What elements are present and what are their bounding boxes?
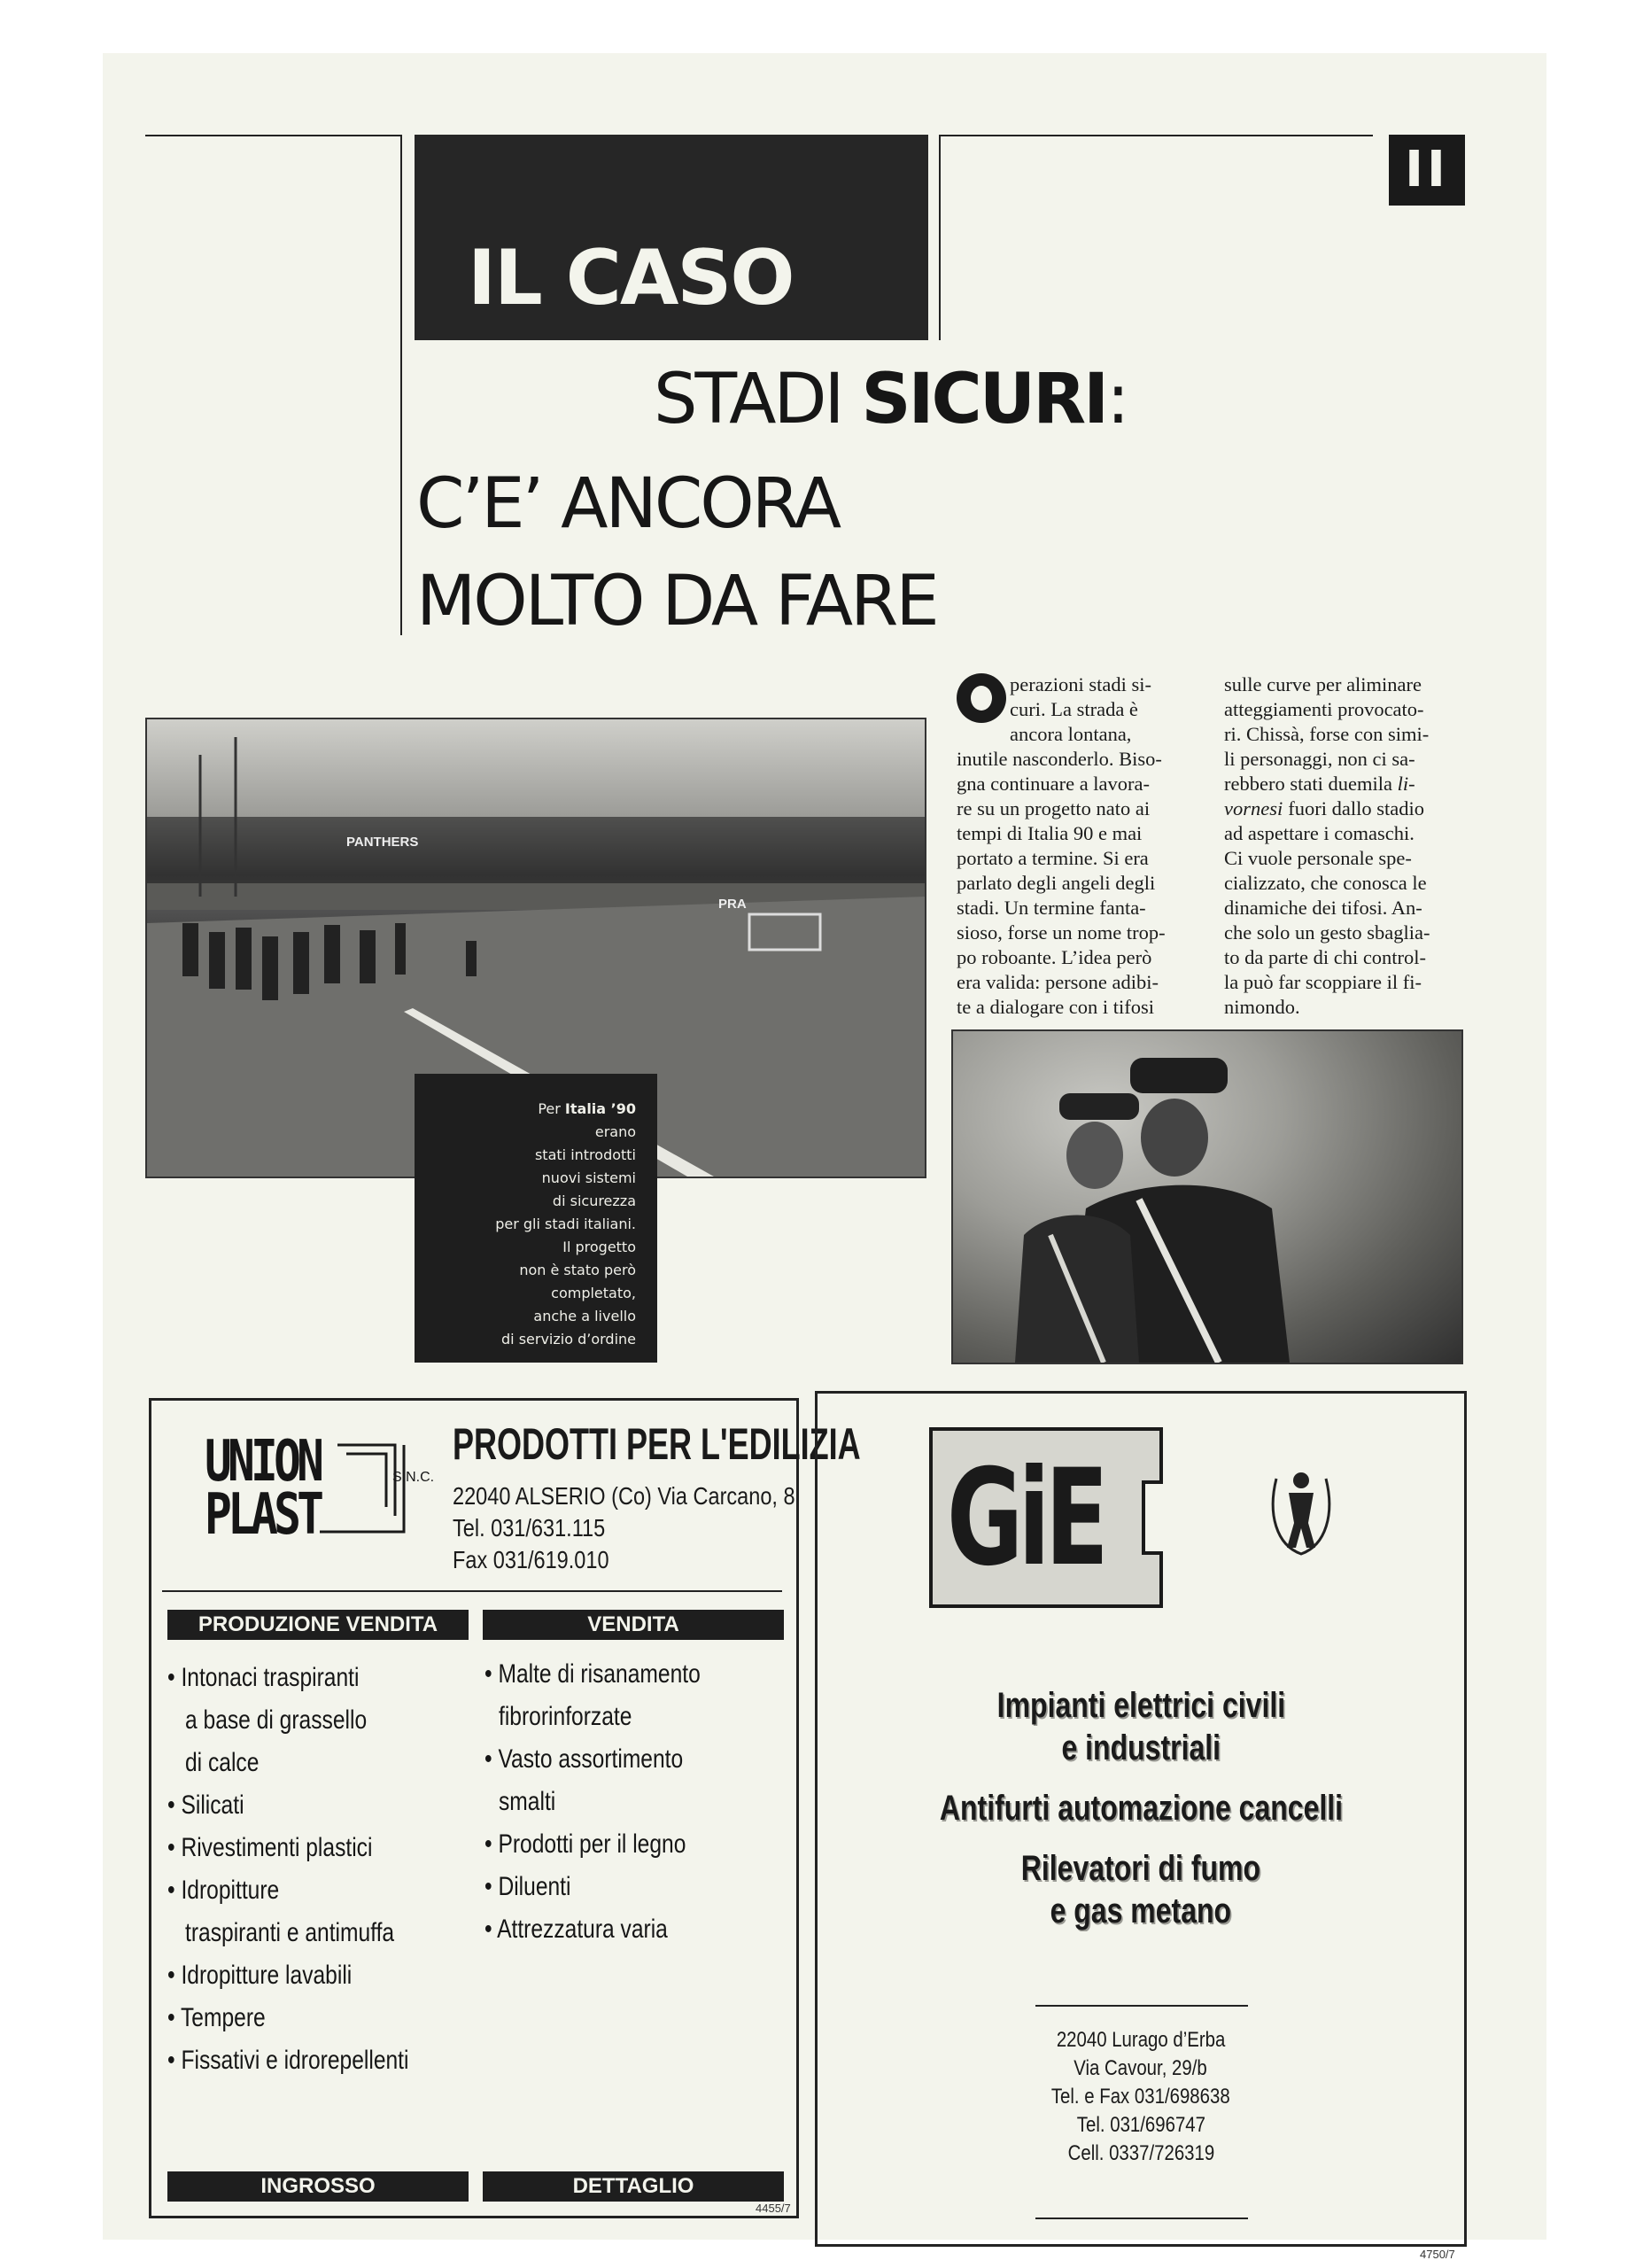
union-title: PRODOTTI PER L'EDILIZIA: [453, 1419, 861, 1469]
union-right-item-text: smalti: [499, 1787, 556, 1816]
article-line-text: atteggiamenti provocato-: [1224, 698, 1424, 720]
article-line: [1224, 874, 1427, 894]
gie-logo-text: GiE: [947, 1441, 1105, 1596]
article-line: [1224, 750, 1415, 770]
gie-address-line: [818, 2141, 1464, 2166]
union-right-item-text: • Vasto assortimento: [484, 1744, 684, 1774]
gie-address-line-text: Tel. 031/696747: [1076, 2113, 1205, 2137]
article-line-text: sulle curve per aliminare: [1224, 673, 1422, 695]
band-ingrosso: INGROSSO: [167, 2171, 469, 2202]
union-address: 22040 ALSERIO (Co) Via Carcano, 8: [453, 1482, 795, 1510]
gie-address-line-text: Via Cavour, 29/b: [1074, 2056, 1208, 2080]
article-line: [1224, 675, 1422, 695]
caption-line: erano: [594, 1123, 636, 1140]
caption-line: [538, 1100, 636, 1117]
section-label: IL CASO: [468, 234, 794, 322]
union-right-item: [484, 1744, 726, 1775]
article-line-text: cializzato, che conosca le: [1224, 872, 1427, 894]
union-left-item: [185, 1748, 275, 1778]
union-left-item: [167, 1961, 392, 1991]
article-italic: vornesi: [1224, 797, 1283, 819]
union-right-item: [484, 1915, 708, 1945]
headline-colon: :: [1106, 360, 1128, 439]
article-line: perazioni stadi si-: [1010, 673, 1151, 695]
caption-line: stati introdotti: [534, 1146, 636, 1163]
gie-service-line-text: Antifurti automazione cancelli: [939, 1789, 1343, 1828]
issue-badge: II: [1389, 135, 1465, 206]
union-right-item: [499, 1702, 661, 1732]
article-line: [1224, 774, 1415, 795]
article-line-text: nimondo.: [1224, 996, 1300, 1018]
article-line-text: rebbero stati duemila: [1224, 773, 1398, 795]
caption-line: per gli stadi italiani.: [495, 1216, 636, 1232]
article-line-text: Ci vuole personale spe-: [1224, 847, 1412, 869]
article-line: portato a termine. Si era: [957, 847, 1149, 869]
gie-service-line: [818, 1728, 1464, 1768]
article-line-text: ri. Chissà, forse con simi-: [1224, 723, 1430, 745]
carabinieri-photo: [951, 1029, 1463, 1364]
union-divider: [162, 1590, 782, 1592]
union-left-item: [167, 1663, 401, 1693]
union-left-item-text: di calce: [185, 1748, 260, 1777]
article-line: sioso, forse un nome trop-: [957, 921, 1166, 944]
article-line-text: la può far scoppiare il fi-: [1224, 971, 1422, 993]
gie-service-line-text: Impianti elettrici civili: [996, 1686, 1285, 1725]
article-line: gna continuare a lavora-: [957, 773, 1151, 795]
union-left-item-text: • Rivestimenti plastici: [167, 1833, 373, 1862]
union-right-item-text: • Diluenti: [484, 1872, 571, 1901]
union-left-item-text: a base di grassello: [185, 1705, 368, 1735]
article-line: re su un progetto nato ai: [957, 797, 1151, 819]
headline-part-1: STADI: [654, 360, 862, 439]
band-vendita: VENDITA: [483, 1610, 784, 1640]
header-rule-right: [939, 135, 1373, 136]
union-logo-line-2: PLAST: [205, 1482, 321, 1548]
article-line: era valida: persone adibi-: [957, 971, 1159, 993]
union-left-item-text: • Silicati: [167, 1790, 244, 1820]
union-left-item: [185, 1918, 440, 1948]
article-dropcap: [957, 673, 1006, 723]
ad-union-plast: [149, 1398, 861, 2218]
gie-address-line-text: 22040 Lurago d’Erba: [1056, 2028, 1226, 2052]
article-line: po roboante. L’idea però: [957, 946, 1152, 968]
article-line: [1224, 799, 1424, 819]
union-right-item-text: • Attrezzatura varia: [484, 1915, 668, 1944]
union-right-item-text: fibrorinforzate: [499, 1702, 632, 1731]
gie-address-line: [818, 2085, 1464, 2109]
article-line-text: dinamiche dei tifosi. An-: [1224, 897, 1422, 919]
article-line: parlato degli angeli degli: [957, 872, 1156, 894]
union-plast-logo: [205, 1427, 435, 1548]
gie-address-line-text: Cell. 0337/726319: [1067, 2141, 1214, 2165]
gie-address-line: [818, 2056, 1464, 2081]
ad-gie: [815, 1391, 1467, 2261]
union-left-item-text: • Fissativi e idrorepellenti: [167, 2046, 409, 2075]
union-tel: Tel. 031/631.115: [453, 1514, 606, 1542]
caption-line: Il progetto: [562, 1239, 636, 1255]
gie-service-line: [818, 1686, 1464, 1726]
union-left-item-text: • Intonaci traspiranti: [167, 1663, 360, 1692]
article-line: [1224, 824, 1415, 844]
union-left-item-text: • Idropitture lavabili: [167, 1961, 353, 1990]
gie-address-line-text: Tel. e Fax 031/698638: [1051, 2085, 1230, 2109]
gie-address-line: [818, 2028, 1464, 2053]
caption-line: nuovi sistemi: [541, 1169, 636, 1186]
union-right-item: [484, 1829, 730, 1860]
article-line: [1224, 973, 1422, 993]
union-left-item-text: • Tempere: [167, 2003, 266, 2032]
union-left-item-text: • Idropitture: [167, 1876, 280, 1905]
photo-caption-box: [415, 1074, 657, 1363]
article-line: stadi. Un termine fanta-: [957, 897, 1146, 919]
union-logo-snc: S.N.C.: [392, 1470, 435, 1485]
gie-divider-bottom: [1035, 2218, 1248, 2219]
caption-bold: Italia ’90: [564, 1100, 636, 1117]
headline-line-2: C’E’ ANCORA: [416, 464, 840, 544]
band-produzione-vendita: PRODUZIONE VENDITA: [167, 1610, 469, 1640]
gie-address-line: [818, 2113, 1464, 2138]
union-right-item-text: • Malte di risanamento: [484, 1659, 701, 1689]
union-right-item: [499, 1787, 568, 1817]
union-right-item: [484, 1872, 590, 1902]
caption-line: di sicurezza: [552, 1192, 636, 1209]
article-line: te a dialogare con i tifosi: [957, 996, 1155, 1018]
caption-line: di servizio d’ordine: [501, 1331, 636, 1348]
gie-service-line-text: e industriali: [1061, 1728, 1221, 1767]
article-italic: li-: [1397, 773, 1415, 795]
caption-line: completato,: [551, 1285, 636, 1301]
headline-bold: SICURI: [861, 360, 1107, 439]
caption-line: non è stato però: [519, 1262, 636, 1278]
gie-service-line: [818, 1891, 1464, 1931]
article-line: [1224, 700, 1424, 720]
article-line-text: che solo un gesto sbaglia-: [1224, 921, 1430, 944]
article-line-text: fuori dallo stadio: [1288, 797, 1424, 819]
article-line: tempi di Italia 90 e mai: [957, 822, 1143, 844]
section-label-box: [415, 135, 928, 340]
stadium-banner-right: PRA: [718, 897, 747, 912]
caption-line: anche a livello: [533, 1308, 636, 1324]
gie-logo: [922, 1420, 1170, 1615]
article-line: [1224, 725, 1429, 745]
union-right-item-text: • Prodotti per il legno: [484, 1829, 686, 1859]
stadium-banner-left: PANTHERS: [346, 835, 419, 850]
article-line: curi. La strada è: [1010, 698, 1138, 720]
union-left-item: [167, 1790, 261, 1821]
union-fax: Fax 031/619.010: [453, 1546, 609, 1573]
article-line: [1224, 923, 1430, 944]
union-logo-line-1: UNION: [205, 1429, 321, 1495]
article-line: [1224, 849, 1412, 869]
union-ref: 4455/7: [756, 2202, 791, 2215]
gie-service-line-text: e gas metano: [1050, 1891, 1232, 1930]
article-line: ancora lontana,: [1010, 723, 1132, 745]
article-line: [1224, 898, 1422, 919]
union-left-item-text: traspiranti e antimuffa: [185, 1918, 395, 1947]
article-line: [1224, 948, 1426, 968]
gie-service-line: [818, 1849, 1464, 1889]
header-rule-vertical-left: [400, 135, 402, 635]
band-dettaglio: DETTAGLIO: [483, 2171, 784, 2202]
header-rule-vertical-right: [939, 135, 941, 340]
gie-service-line: [818, 1789, 1464, 1829]
article-line-text: to da parte di chi control-: [1224, 946, 1427, 968]
gie-service-line-text: Rilevatori di fumo: [1020, 1849, 1261, 1888]
header-rule-left: [145, 135, 402, 136]
union-left-item: [167, 2003, 287, 2033]
union-left-item: [167, 2046, 461, 2076]
union-right-item: [484, 1659, 748, 1689]
caption-line-text: Per: [538, 1100, 565, 1117]
article-line: [1224, 998, 1300, 1018]
article-line-text: li personaggi, non ci sa-: [1224, 748, 1415, 770]
gie-ref: 4750/7: [1420, 2248, 1455, 2261]
union-left-item: [167, 1833, 417, 1863]
article-line: inutile nasconderlo. Biso-: [957, 748, 1162, 770]
union-left-item: [167, 1876, 304, 1906]
gie-emblem-icon: [1267, 1461, 1335, 1558]
headline-line-3: MOLTO DA FARE: [416, 562, 937, 641]
article-line-text: ad aspettare i comaschi.: [1224, 822, 1415, 844]
headline-line-1: [654, 360, 1128, 439]
union-left-item: [185, 1705, 407, 1736]
gie-divider-top: [1035, 2005, 1248, 2007]
